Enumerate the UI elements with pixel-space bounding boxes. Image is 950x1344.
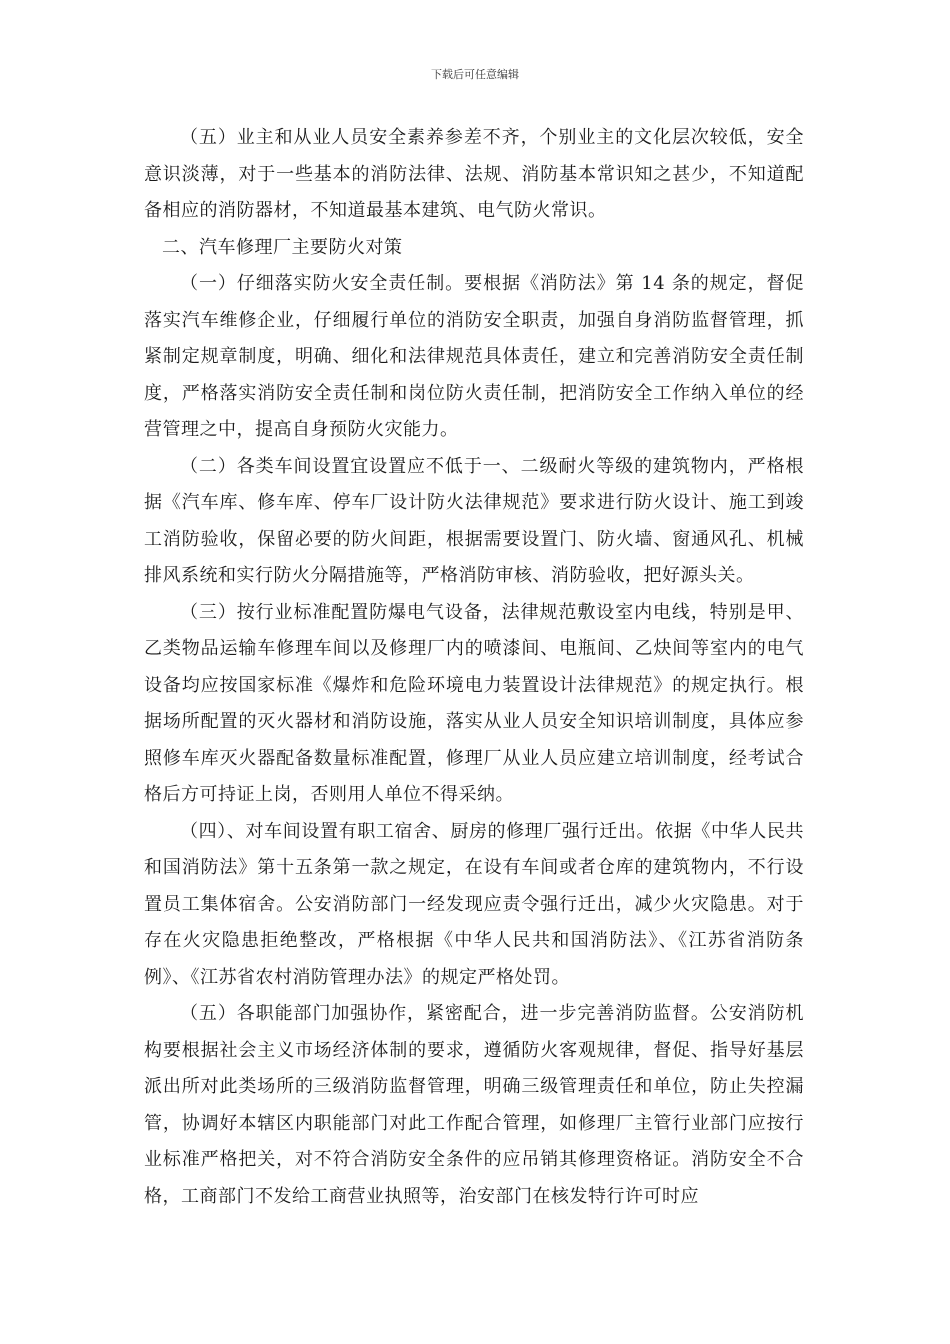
paragraph: （五）业主和从业人员安全素养参差不齐，个别业主的文化层次较低，安全意识淡薄，对于一些基本的消防法律、法规、消防基本常识知之甚少，不知道配备相应的消防器材，不知道最基本建筑、电气防火常识。 bbox=[144, 127, 804, 221]
paragraph: （三）按行业标准配置防爆电气设备，法律规范敷设室内电线，特别是甲、乙类物品运输车修理车间以及修理厂内的喷漆间、电瓶间、乙炔间等室内的电气设备均应按国家标准《爆炸和危险环境电力装置设计法律规范》的规定执行。根据场所配置的灭火器材和消防设施，落实从业人员安全知识培训制度，具体应参照修车库灭火器配备数量标准配置，修理厂从业人员应建立培训制度，经考试合格后方可持证上岗，否则用人单位不得采纳。 bbox=[144, 601, 804, 805]
page-header: 下载后可任意编辑 bbox=[431, 68, 519, 81]
paragraph: （二）各类车间设置宜设置应不低于一、二级耐火等级的建筑物内，严格根据《汽车库、修车库、停车厂设计防火法律规范》要求进行防火设计、施工到竣工消防验收，保留必要的防火间距，根据需要设置门、防火墙、窗通风孔、机械排风系统和实行防火分隔措施等，严格消防审核、消防验收，把好源头关。 bbox=[144, 455, 804, 586]
paragraph: （一）仔细落实防火安全责任制。要根据《消防法》第 14 条的规定，督促落实汽车维修企业，仔细履行单位的消防安全职责，加强自身消防监督管理，抓紧制定规章制度，明确、细化和法律规范具体责任，建立和完善消防安全责任制度，严格落实消防安全责任制和岗位防火责任制，把消防安全工作纳入单位的经营管理之中，提高自身预防火灾能力。 bbox=[144, 273, 804, 440]
paragraph: （四）、对车间设置有职工宿舍、厨房的修理厂强行迁出。依据《中华人民共和国消防法》第十五条第一款之规定，在设有车间或者仓库的建筑物内，不行设置员工集体宿舍。公安消防部门一经发现应责令强行迁出，减少火灾隐患。对于存在火灾隐患拒绝整改，严格根据《中华人民共和国消防法》、《江苏省消防条例》、《江苏省农村消防管理办法》的规定严格处罚。 bbox=[144, 820, 804, 988]
document-body bbox=[144, 120, 804, 1215]
section-heading: 二、汽车修理厂主要防火对策 bbox=[162, 236, 403, 258]
paragraph: （五）各职能部门加强协作，紧密配合，进一步完善消防监督。公安消防机构要根据社会主义市场经济体制的要求，遵循防火客观规律，督促、指导好基层派出所对此类场所的三级消防监督管理，明确三级管理责任和单位，防止失控漏管，协调好本辖区内职能部门对此工作配合管理，如修理厂主管行业部门应按行业标准严格把关，对不符合消防安全条件的应吊销其修理资格证。消防安全不合格，工商部门不发给工商营业执照等，治安部门在核发特行许可时应 bbox=[144, 1003, 804, 1207]
